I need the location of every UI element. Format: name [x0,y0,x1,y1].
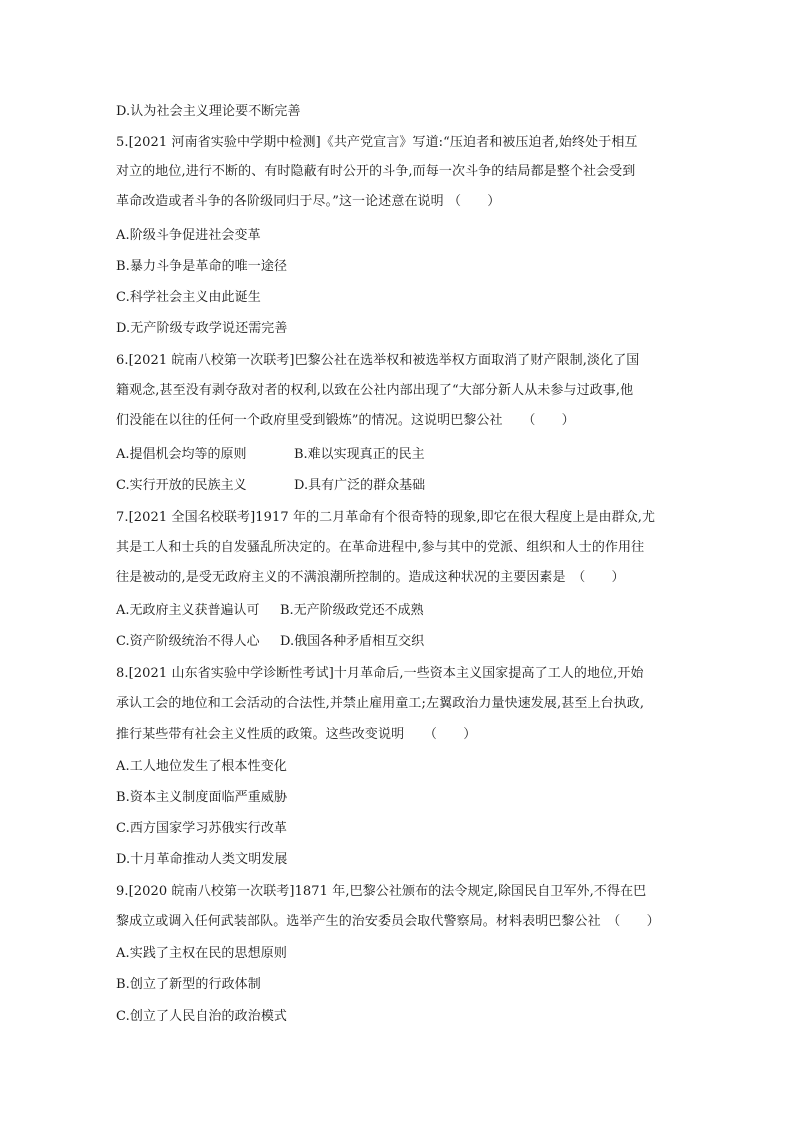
q5-option-c[interactable]: C.科学社会主义由此诞生 [116,290,261,305]
q8-stem-line-3: 推行某些带有社会主义性质的政策。这些改变说明 （ ） [116,727,477,742]
q5-option-d[interactable]: D.无产阶级专政学说还需完善 [116,321,288,336]
q8-option-b[interactable]: B.资本主义制度面临严重威胁 [116,790,288,805]
q5-stem-line-3: 革命改造或者斗争的各阶级同归于尽。”这一论述意在说明 （ ） [116,194,501,209]
q5-stem-line-1: 5.[2021 河南省实验中学期中检测]《共产党宣言》写道:“压迫者和被压迫者,始终处于相互 [116,135,638,150]
q7-stem-line-1: 7.[2021 全国名校联考]1917 年的二月革命有个很奇特的现象,即它在很大程度上是由群众,尤 [116,510,656,525]
q5-option-a[interactable]: A.阶级斗争促进社会变革 [116,228,261,243]
q7-option-d[interactable]: D.俄国各种矛盾相互交织 [280,634,425,649]
q6-option-d[interactable]: D.具有广泛的群众基础 [294,478,426,493]
q8-option-c[interactable]: C.西方国家学习苏俄实行改革 [116,821,288,836]
q9-option-c[interactable]: C.创立了人民自治的政治模式 [116,1009,288,1024]
q8-stem-line-2: 承认工会的地位和工会活动的合法性,并禁止雇用童工;左翼政治力量快速发展,甚至上台执政, [116,696,645,711]
q4-option-d[interactable]: D.认为社会主义理论要不断完善 [116,104,301,119]
q7-option-a[interactable]: A.无政府主义获普遍认可 [116,603,260,618]
q6-option-a[interactable]: A.提倡机会均等的原则 [116,447,247,462]
q9-stem-line-1: 9.[2020 皖南八校第一次联考]1871 年,巴黎公社颁布的法令规定,除国民自卫军外,不得在巴 [116,884,647,899]
q9-option-b[interactable]: B.创立了新型的行政体制 [116,977,261,992]
q7-stem-line-3: 往是被动的,是受无政府主义的不满浪潮所控制的。造成这种状况的主要因素是 （ ） [116,570,625,585]
q5-stem-line-2: 对立的地位,进行不断的、有时隐蔽有时公开的斗争,而每一次斗争的结局都是整个社会受到 [116,164,636,179]
q5-option-b[interactable]: B.暴力斗争是革命的唯一途径 [116,259,288,274]
q7-option-b[interactable]: B.无产阶级政党还不成熟 [280,603,424,618]
q6-option-c[interactable]: C.实行开放的民族主义 [116,478,247,493]
q8-stem-line-1: 8.[2021 山东省实验中学诊断性考试]十月革命后,一些资本主义国家提高了工人的地位,开始 [116,666,644,681]
q7-options-row-1 [116,602,424,620]
q9-stem-line-2: 黎成立或调入任何武装部队。选举产生的治安委员会取代警察局。材料表明巴黎公社 （ ） [116,914,660,929]
q9-option-a[interactable]: A.实践了主权在民的思想原则 [116,946,287,961]
q7-options-row-2 [116,633,425,651]
q6-stem-line-1: 6.[2021 皖南八校第一次联考]巴黎公社在选举权和被选举权方面取消了财产限制,淡化了国 [116,353,640,368]
q7-stem-line-2: 其是工人和士兵的自发骚乱所决定的。在革命进程中,参与其中的党派、组织和人士的作用往 [116,540,645,555]
q6-options-row-1 [116,446,425,464]
q6-options-row-2 [116,477,426,495]
q6-option-b[interactable]: B.难以实现真正的民主 [294,447,425,462]
q8-option-a[interactable]: A.工人地位发生了根本性变化 [116,759,287,774]
q7-option-c[interactable]: C.资产阶级统治不得人心 [116,634,260,649]
q8-option-d[interactable]: D.十月革命推动人类文明发展 [116,852,288,867]
q6-stem-line-3: 们没能在以往的任何一个政府里受到锻炼”的情况。这说明巴黎公社 （ ） [116,413,575,428]
q6-stem-line-2: 籍观念,甚至没有剥夺敌对者的权利,以致在公社内部出现了“大部分新人从未参与过政事,他 [116,383,634,398]
